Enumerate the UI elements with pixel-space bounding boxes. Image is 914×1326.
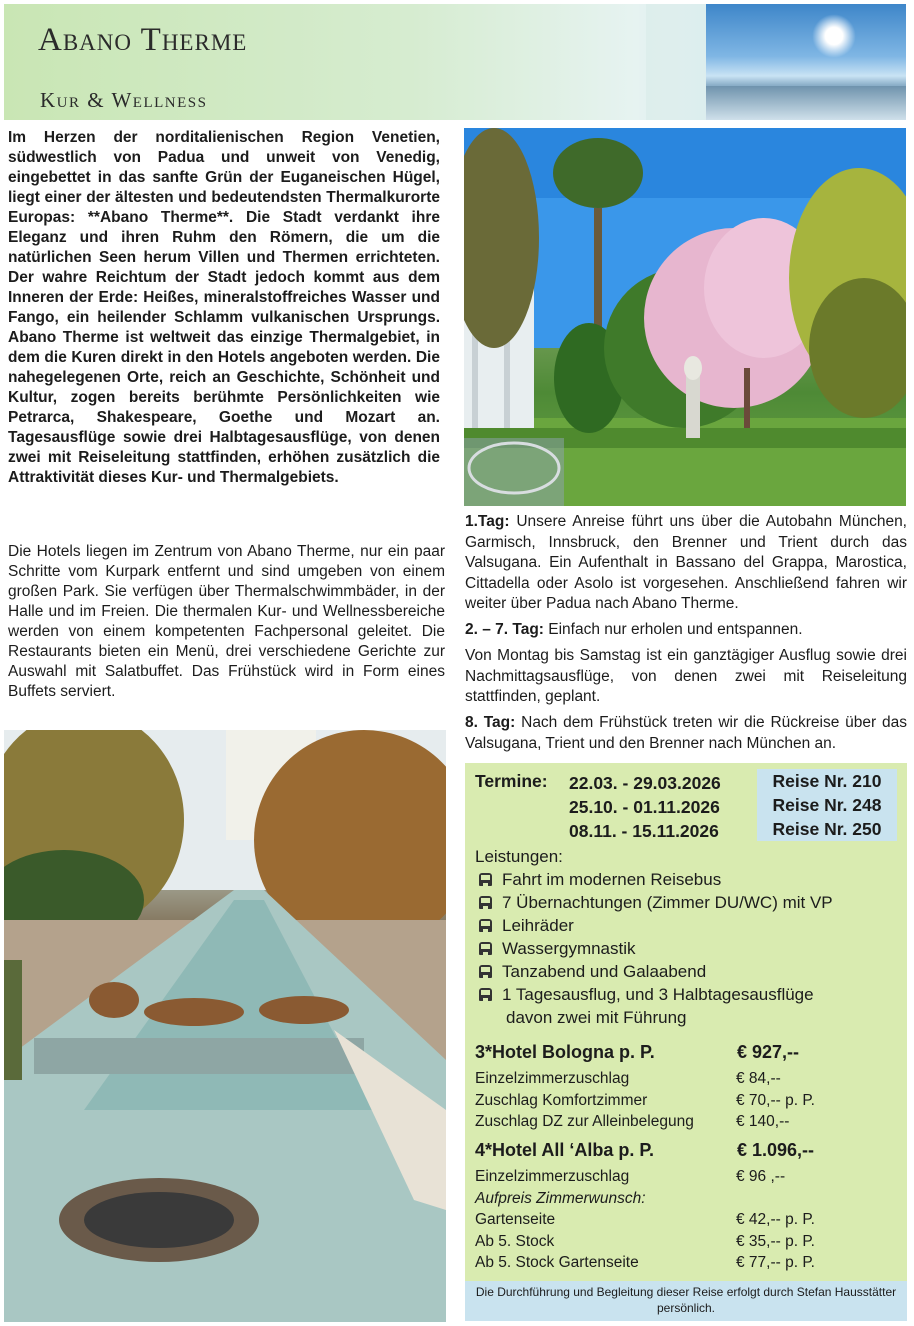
list-item-label: 1 Tagesausflug, und 3 Halbtagesausflüge (502, 985, 814, 1004)
price-row (475, 1166, 895, 1188)
list-item-continuation: davon zwei mit Führung (506, 1008, 687, 1027)
itinerary-excursions (465, 646, 907, 708)
hotel1-price: € 927,-- (737, 1042, 800, 1062)
hotel1-surcharges (475, 1068, 895, 1133)
list-item (475, 937, 905, 960)
hotel2-surcharges (475, 1166, 895, 1274)
reise-number: Reise Nr. 250 (772, 819, 882, 839)
termine-date: 25.10. - 01.11.2026 (569, 797, 720, 817)
bus-icon (479, 919, 492, 932)
hotel2-price: € 1.096,-- (737, 1140, 815, 1160)
list-item-label: 7 Übernachtungen (Zimmer DU/WC) mit VP (502, 893, 833, 912)
price-row-label: Gartenseite (475, 1211, 556, 1228)
sun-icon (812, 14, 856, 58)
reise-number: Reise Nr. 248 (772, 795, 882, 815)
itinerary-day2-7 (465, 620, 907, 641)
price-row-value: € 96 ,-- (736, 1168, 786, 1185)
list-item (475, 914, 905, 937)
price-row-value: € 84,-- (736, 1070, 781, 1087)
itinerary-day1-text: Unsere Anreise führt uns über die Autobahn München, Garmisch, Innsbruck, den Brenner und Trient durch das Valsugana. Ein Aufenthalt in Bassano del Grappa, Marostica, Cittadella oder Asolo ist vorgesehen. Anschließend fahren wir weiter über Padua nach Abano Therme. (465, 513, 907, 612)
leistungen-list (475, 868, 905, 1029)
price-row-label: Zuschlag DZ zur Alleinbelegung (475, 1113, 694, 1130)
termine-label: Termine: (475, 771, 548, 791)
hotel2-name: 4*Hotel All ‘Alba p. P. (475, 1140, 655, 1160)
reise-numbers (757, 769, 897, 841)
itinerary-day8-label: 8. Tag: (465, 714, 516, 731)
bus-icon (479, 988, 492, 1001)
itinerary-day2-7-text: Einfach nur erholen und entspannen. (543, 621, 803, 638)
price-row-label: Einzelzimmerzuschlag (475, 1070, 630, 1087)
hotels-paragraph: Die Hotels liegen im Zentrum von Abano Therme, nur ein paar Schritte vom Kurpark entfernt und sind umgeben von einem großen Park. Sie verfügen über Thermalschwimmbäder, in der Halle und im Freien. Die thermalen Kur- und Wellnessbereiche werden von einem kompetenten Fachpersonal geleitet. Die Restaurants bieten ein Menü, drei verschiedene Gerichte zur Auswahl mit Salatbuffet. Das Frühstück wird in Form eines Buffets serviert. (8, 543, 445, 700)
hotel1-name: 3*Hotel Bologna p. P. (475, 1042, 655, 1062)
termine-date: 22.03. - 29.03.2026 (569, 773, 721, 793)
price-row (475, 1090, 895, 1112)
bus-icon (479, 965, 492, 978)
price-row (475, 1068, 895, 1090)
list-item (475, 960, 905, 983)
garden-illustration (464, 128, 906, 506)
reise-number: Reise Nr. 210 (772, 771, 882, 791)
price-row-label: Einzelzimmerzuschlag (475, 1168, 630, 1185)
price-row (475, 1209, 895, 1231)
price-row-value: € 35,-- p. P. (736, 1232, 815, 1250)
price-row-label: Zuschlag Komfortzimmer (475, 1091, 648, 1109)
garden-photo (464, 128, 906, 506)
list-item-label: Wassergymnastik (502, 939, 636, 958)
price-row-value: € 70,-- p. P. (736, 1091, 815, 1109)
banner-sky-image (706, 4, 906, 120)
booking-box (465, 763, 907, 1281)
price-row-value: € 77,-- p. P. (736, 1254, 815, 1271)
termine-dates (569, 771, 721, 843)
price-row-label: Ab 5. Stock (475, 1232, 555, 1250)
footer-note: Die Durchführung und Begleitung dieser Reise erfolgt durch Stefan Hausstätter persönlich. (465, 1281, 907, 1321)
price-row (475, 1252, 895, 1274)
room-wish-text: Aufpreis Zimmerwunsch: (475, 1189, 646, 1207)
price-row (475, 1111, 895, 1133)
fountain-photo (4, 730, 446, 1322)
itinerary-day8 (465, 713, 907, 754)
itinerary-day8-text: Nach dem Frühstück treten wir die Rückreise über das Valsugana, Trient und den Brenner nach München an. (465, 714, 907, 752)
bus-icon (479, 942, 492, 955)
list-item-label: Tanzabend und Galaabend (502, 962, 707, 981)
banner-sea (706, 86, 906, 120)
price-row-label: Ab 5. Stock Gartenseite (475, 1254, 639, 1271)
list-item (475, 891, 905, 914)
page-title: Abano Therme (38, 22, 248, 58)
intro-paragraph: Im Herzen der norditalienischen Region Venetien, südwestlich von Padua und unweit von Venedig, eingebettet in das sanfte Grün der Euganeischen Hügel, liegt einer der ältesten und bedeutendsten Thermalkurorte Europas: **Abano Therme**. Die Stadt verdankt ihre Eleganz und ihren Ruhm den Römern, die um die natürlichen Seen herum Villen und Thermen errichteten. Der wahre Reichtum der Stadt jedoch kommt aus dem Inneren der Erde: Heißes, mineralstoffreiches Wasser und Fango, ein heilender Schlamm vulkanischen Ursprungs. Abano Therme ist weltweit das einzige Thermalgebiet, in dem die Kuren direkt in den Hotels angeboten werden. Die nahegelegenen Orte, reich an Geschichte, Schönheit und Kultur, zogen bereits berühmte Persönlichkeiten wie Petrarca, Shakespeare, Goethe und Mozart an. Tagesausflüge sowie drei Halbtagesausflüge, von denen zwei mit Reiseleitung stattfinden, erhöhen zusätzlich die Attraktivität dieses Kur- und Thermalgebiets. (8, 129, 440, 486)
price-row (475, 1231, 895, 1253)
leistungen-title: Leistungen: (475, 847, 563, 866)
price-row-value: € 140,-- (736, 1113, 790, 1130)
itinerary-day2-7-label: 2. – 7. Tag: (465, 621, 544, 638)
itinerary-day1 (465, 512, 907, 615)
page-subtitle: Kur & Wellness (40, 88, 208, 112)
room-wish-label (475, 1188, 895, 1210)
itinerary-day1-label: 1.Tag: (465, 513, 510, 530)
list-item (475, 983, 905, 1006)
list-item-label: Fahrt im modernen Reisebus (502, 870, 722, 889)
bus-icon (479, 873, 492, 886)
fountain-illustration (4, 730, 446, 1322)
list-item (475, 868, 905, 891)
itinerary-excursions-text: Von Montag bis Samstag ist ein ganztägiger Ausflug sowie drei Nachmittagsausflüge, von denen zwei mit Reiseleitung stattfinden, geplant. (465, 647, 907, 705)
termine-date: 08.11. - 15.11.2026 (569, 821, 719, 841)
header-banner (4, 4, 906, 120)
bus-icon (479, 896, 492, 909)
list-item-label: Leihräder (502, 916, 574, 935)
price-row-value: € 42,-- p. P. (736, 1211, 815, 1228)
